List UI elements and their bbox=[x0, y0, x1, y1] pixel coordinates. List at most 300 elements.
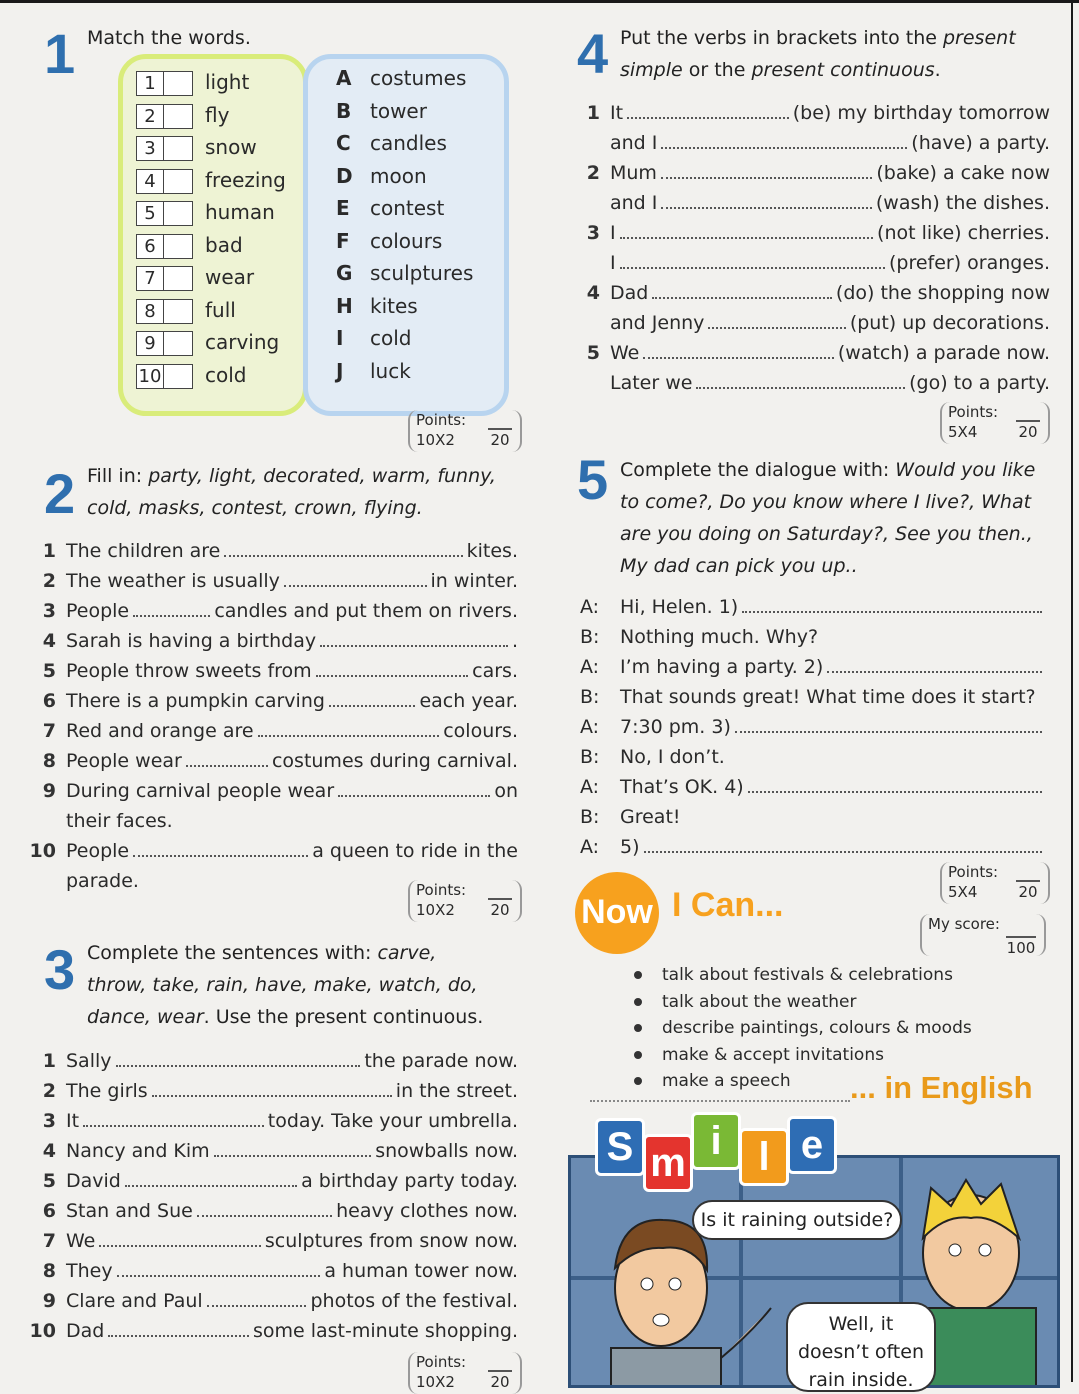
answer-blank bbox=[661, 163, 872, 179]
line-text-end: today. Take your umbrella. bbox=[267, 1110, 518, 1132]
dialogue-text: 5) bbox=[620, 836, 640, 858]
speaker: A: bbox=[580, 836, 600, 858]
match-number: 3 bbox=[136, 136, 164, 161]
exercise-line bbox=[26, 776, 518, 806]
line-text-start: We bbox=[66, 1230, 96, 1252]
line-number: 1 bbox=[586, 102, 600, 124]
line-text-end: photos of the festival. bbox=[310, 1290, 518, 1312]
line-text-start: Clare and Paul bbox=[66, 1290, 203, 1312]
match-word: bad bbox=[205, 232, 243, 257]
instr-words: throw, take, rain, have, make, watch, do, bbox=[87, 974, 478, 996]
points-calc: 10X2 bbox=[416, 901, 455, 919]
exercise-line bbox=[570, 158, 1050, 188]
line-text-start: It bbox=[610, 102, 624, 124]
answer-blank bbox=[620, 223, 873, 239]
exercise-2-instructions bbox=[87, 460, 527, 524]
answer-box bbox=[164, 136, 193, 161]
answer-blank bbox=[708, 313, 845, 329]
line-text-start: People wear bbox=[66, 750, 182, 772]
ex2-points bbox=[408, 880, 522, 922]
dialogue-line bbox=[580, 622, 1046, 652]
line-text-start: The girls bbox=[66, 1080, 148, 1102]
exercise-line bbox=[26, 1316, 518, 1346]
dialogue-text: That sounds great! What time does it start? bbox=[620, 686, 1036, 708]
speaker: B: bbox=[580, 746, 600, 768]
match-word: cold bbox=[205, 362, 247, 387]
exercise-line bbox=[570, 248, 1050, 278]
line-text-start: During carnival people wear bbox=[66, 780, 335, 802]
match-letter: E bbox=[336, 196, 350, 220]
ex1-points bbox=[408, 410, 522, 452]
exercise-line bbox=[570, 308, 1050, 338]
match-number: 6 bbox=[136, 234, 164, 259]
line-text-start: People bbox=[66, 840, 130, 862]
match-number: 2 bbox=[136, 104, 164, 129]
line-text-start: There is a pumpkin carving bbox=[66, 690, 325, 712]
exercise-line bbox=[26, 566, 518, 596]
exercise-line bbox=[26, 1076, 518, 1106]
match-word: freezing bbox=[205, 167, 286, 192]
answer-blank bbox=[696, 373, 905, 389]
smile-letter: l bbox=[739, 1128, 789, 1186]
line-text-end: sculptures from snow now. bbox=[264, 1230, 518, 1252]
points-total: 20 bbox=[1016, 880, 1040, 902]
line-text-end: a queen to ride in the bbox=[312, 840, 518, 862]
match-letter: G bbox=[336, 261, 353, 285]
match-left-item bbox=[136, 294, 286, 327]
points-label: Points: bbox=[948, 863, 999, 881]
smile-letter: S bbox=[595, 1118, 645, 1176]
line-text-start: The children are bbox=[66, 540, 221, 562]
i-can-text: make a speech bbox=[662, 1071, 791, 1091]
line-number: 3 bbox=[586, 222, 600, 244]
exercise-line bbox=[26, 1046, 518, 1076]
instr-words: cold, masks, contest, crown, flying. bbox=[87, 497, 423, 519]
answer-blank bbox=[661, 133, 907, 149]
points-total: 20 bbox=[488, 1370, 512, 1392]
exercise-line bbox=[570, 338, 1050, 368]
exercise-3-instructions bbox=[87, 937, 527, 1033]
match-letter: J bbox=[336, 358, 344, 383]
smile-logo bbox=[595, 1112, 925, 1192]
line-number: 7 bbox=[42, 720, 56, 742]
exercise-3-lines bbox=[26, 1046, 518, 1346]
line-text-start: We bbox=[610, 342, 640, 364]
match-number: 1 bbox=[136, 71, 164, 96]
answer-box bbox=[164, 299, 193, 324]
instr-text: Complete the dialogue with: bbox=[620, 459, 896, 481]
dialogue-text: That’s OK. 4) bbox=[620, 776, 744, 798]
line-text-end: heavy clothes now. bbox=[336, 1200, 518, 1222]
points-label: Points: bbox=[416, 411, 467, 429]
line-text-start: parade. bbox=[66, 870, 139, 892]
in-english: ... in English bbox=[850, 1070, 1033, 1105]
line-number: 10 bbox=[29, 1320, 56, 1342]
answer-blank bbox=[620, 253, 885, 269]
answer-blank bbox=[742, 597, 1042, 613]
match-number: 10 bbox=[136, 364, 164, 389]
speaker: A: bbox=[580, 656, 600, 678]
speaker: B: bbox=[580, 686, 600, 708]
right-border bbox=[1071, 0, 1073, 1382]
match-right-item bbox=[336, 257, 473, 290]
dialogue-text: I’m having a party. 2) bbox=[620, 656, 824, 678]
dialogue-line bbox=[580, 802, 1046, 832]
i-can-title: I Can... bbox=[672, 886, 784, 924]
match-number: 5 bbox=[136, 201, 164, 226]
line-text-end: in the street. bbox=[395, 1080, 518, 1102]
points-label: Points: bbox=[948, 403, 999, 421]
match-right-item bbox=[336, 192, 473, 225]
my-score bbox=[920, 914, 1046, 956]
answer-blank bbox=[186, 751, 268, 767]
match-right-item bbox=[336, 355, 473, 388]
dialogue-line bbox=[580, 742, 1046, 772]
match-left-item bbox=[136, 131, 286, 164]
answer-blank bbox=[133, 601, 210, 617]
line-text-start: The weather is usually bbox=[66, 570, 280, 592]
bubble-line: Well, it bbox=[828, 1313, 894, 1335]
points-total: 20 bbox=[488, 428, 512, 450]
match-word: wear bbox=[205, 265, 255, 289]
match-left-item bbox=[136, 326, 286, 359]
instr-words: present bbox=[943, 27, 1016, 49]
match-word: moon bbox=[370, 163, 427, 188]
instr-text: or the bbox=[682, 59, 752, 81]
line-number: 9 bbox=[42, 780, 56, 802]
match-word: contest bbox=[370, 196, 445, 220]
match-letter: D bbox=[336, 163, 353, 188]
line-number: 7 bbox=[42, 1230, 56, 1252]
line-text-end: candles and put them on rivers. bbox=[214, 600, 518, 622]
instr-text: . Use the present continuous. bbox=[203, 1006, 484, 1028]
match-letter: A bbox=[336, 66, 352, 90]
answer-blank bbox=[214, 1141, 372, 1157]
answer-blank bbox=[284, 571, 427, 587]
match-left-list bbox=[136, 66, 286, 391]
bullet-icon bbox=[634, 1024, 642, 1032]
line-number: 5 bbox=[586, 342, 600, 364]
answer-blank bbox=[644, 837, 1042, 853]
i-can-text: talk about festivals & celebrations bbox=[662, 965, 953, 985]
answer-box bbox=[164, 201, 193, 226]
points-total: 20 bbox=[1016, 420, 1040, 442]
smile-letter: i bbox=[691, 1112, 741, 1170]
line-number: 3 bbox=[42, 1110, 56, 1132]
line-number: 9 bbox=[42, 1290, 56, 1312]
match-letter: I bbox=[336, 326, 344, 350]
line-text-start: Stan and Sue bbox=[66, 1200, 193, 1222]
points-label: Points: bbox=[416, 881, 467, 899]
speaker: B: bbox=[580, 806, 600, 828]
line-number: 4 bbox=[42, 1140, 56, 1162]
answer-blank bbox=[827, 657, 1042, 673]
match-letter: C bbox=[336, 131, 351, 155]
ex3-points bbox=[408, 1352, 522, 1394]
exercise-5-number: 5 bbox=[577, 448, 609, 511]
exercise-4-number: 4 bbox=[577, 22, 609, 85]
speaker: A: bbox=[580, 716, 600, 738]
instr-words: party, light, decorated, warm, funny, bbox=[148, 465, 496, 487]
line-text-end: in winter. bbox=[430, 570, 518, 592]
line-text-end: snowballs now. bbox=[375, 1140, 518, 1162]
instr-words: present continuous bbox=[751, 59, 935, 81]
i-can-text: describe paintings, colours & moods bbox=[662, 1018, 972, 1038]
instr-words: Would you like bbox=[895, 459, 1036, 481]
exercise-line bbox=[26, 1286, 518, 1316]
score-label: My score: bbox=[928, 915, 1000, 933]
dialogue-text: Great! bbox=[620, 806, 681, 828]
line-text-start: Mum bbox=[610, 162, 657, 184]
line-text-end: the parade now. bbox=[364, 1050, 518, 1072]
points-calc: 5X4 bbox=[948, 423, 978, 441]
answer-blank bbox=[152, 1081, 392, 1097]
line-text-end: (not like) cherries. bbox=[877, 222, 1050, 244]
bullet-icon bbox=[634, 1051, 642, 1059]
exercise-4-lines bbox=[570, 98, 1050, 398]
answer-blank bbox=[735, 717, 1042, 733]
match-word: cold bbox=[370, 326, 412, 350]
speaker: A: bbox=[580, 776, 600, 798]
match-right-item bbox=[336, 322, 473, 355]
line-text-start: and I bbox=[610, 132, 658, 154]
bubble-line: doesn’t often bbox=[797, 1341, 924, 1363]
dialogue-text: Hi, Helen. 1) bbox=[620, 596, 739, 618]
line-text-start: Nancy and Kim bbox=[66, 1140, 210, 1162]
line-text-start: I bbox=[610, 252, 616, 274]
match-word: candles bbox=[370, 131, 447, 155]
match-word: kites bbox=[370, 293, 418, 318]
exercise-line bbox=[26, 1136, 518, 1166]
points-total: 20 bbox=[488, 898, 512, 920]
line-number: 4 bbox=[42, 630, 56, 652]
instr-words: to come?, Do you know where I live?, What bbox=[620, 491, 1032, 513]
line-text-start: Sally bbox=[66, 1050, 112, 1072]
ex5-points bbox=[940, 862, 1050, 904]
line-text-start: Dad bbox=[66, 1320, 105, 1342]
line-text-start: their faces. bbox=[66, 810, 173, 832]
match-word: fly bbox=[205, 102, 230, 127]
speaker: B: bbox=[580, 626, 600, 648]
line-text-end: costumes during carnival. bbox=[271, 750, 518, 772]
exercise-line bbox=[570, 188, 1050, 218]
match-word: luck bbox=[370, 358, 411, 383]
bullet-icon bbox=[634, 1077, 642, 1085]
i-can-text: talk about the weather bbox=[662, 991, 857, 1012]
exercise-line bbox=[26, 1166, 518, 1196]
exercise-line bbox=[26, 1196, 518, 1226]
exercise-1-number: 1 bbox=[44, 22, 76, 85]
line-text-end: (be) my birthday tomorrow bbox=[792, 102, 1050, 124]
line-text-start: Dad bbox=[610, 282, 649, 304]
exercise-line bbox=[26, 1256, 518, 1286]
i-can-text: make & accept invitations bbox=[662, 1044, 884, 1065]
exercise-3-number: 3 bbox=[44, 938, 76, 1001]
answer-blank bbox=[320, 631, 508, 647]
exercise-line bbox=[26, 836, 518, 866]
exercise-line bbox=[26, 626, 518, 656]
line-number: 5 bbox=[42, 660, 56, 682]
match-left-item bbox=[136, 261, 286, 294]
exercise-line bbox=[570, 278, 1050, 308]
exercise-2-number: 2 bbox=[44, 462, 76, 525]
answer-blank bbox=[652, 283, 832, 299]
exercise-line bbox=[26, 716, 518, 746]
answer-blank bbox=[338, 781, 490, 797]
line-number: 1 bbox=[42, 1050, 56, 1072]
match-number: 8 bbox=[136, 299, 164, 324]
answer-box bbox=[164, 104, 193, 129]
now-badge: Now bbox=[575, 872, 659, 954]
speech-bubble-answer bbox=[786, 1302, 936, 1392]
match-number: 4 bbox=[136, 169, 164, 194]
exercise-line bbox=[26, 656, 518, 686]
exercise-line bbox=[570, 128, 1050, 158]
match-left-item bbox=[136, 196, 286, 229]
i-can-item bbox=[634, 1042, 972, 1069]
exercise-line bbox=[570, 368, 1050, 398]
answer-blank bbox=[207, 1291, 307, 1307]
line-text-end: cars. bbox=[472, 660, 518, 682]
line-number: 5 bbox=[42, 1170, 56, 1192]
line-text-start: People throw sweets from bbox=[66, 660, 312, 682]
line-text-start: Later we bbox=[610, 372, 693, 394]
match-left-item bbox=[136, 164, 286, 197]
match-word: tower bbox=[370, 98, 427, 123]
line-text-end: (do) the shopping now bbox=[835, 282, 1050, 304]
line-text-start: It bbox=[66, 1110, 80, 1132]
answer-blank bbox=[748, 777, 1042, 793]
answer-blank bbox=[643, 343, 834, 359]
answer-blank bbox=[116, 1051, 361, 1067]
dialogue-text: Nothing much. Why? bbox=[620, 626, 819, 648]
match-word: human bbox=[205, 200, 275, 224]
instr-text: Put the verbs in brackets into the bbox=[620, 27, 943, 49]
match-letter: B bbox=[336, 98, 352, 123]
points-calc: 10X2 bbox=[416, 431, 455, 449]
exercise-line bbox=[26, 536, 518, 566]
score-total: 100 bbox=[1006, 936, 1036, 958]
match-right-item bbox=[336, 62, 473, 95]
match-right-item bbox=[336, 95, 473, 128]
answer-box bbox=[164, 234, 193, 259]
answer-blank bbox=[661, 193, 871, 209]
answer-blank bbox=[83, 1111, 264, 1127]
instr-words: My dad can pick you up.. bbox=[620, 555, 858, 577]
line-text-end: (watch) a parade now. bbox=[837, 342, 1050, 364]
match-word: full bbox=[205, 297, 236, 322]
points-label: Points: bbox=[416, 1353, 467, 1371]
line-text-start: and I bbox=[610, 192, 658, 214]
in-english-rule bbox=[590, 1100, 850, 1102]
line-text-start: Red and orange are bbox=[66, 720, 254, 742]
line-number: 4 bbox=[586, 282, 600, 304]
instr-words: are you doing on Saturday?, See you then., bbox=[620, 523, 1033, 545]
line-number: 1 bbox=[42, 540, 56, 562]
i-can-item bbox=[634, 1015, 972, 1042]
exercise-4-instructions bbox=[620, 22, 1060, 86]
match-right-item bbox=[336, 160, 473, 193]
answer-box bbox=[164, 364, 193, 389]
answer-blank bbox=[329, 691, 416, 707]
exercise-line bbox=[26, 806, 518, 836]
ex4-points bbox=[940, 402, 1050, 444]
bubble-line: rain inside. bbox=[808, 1369, 914, 1391]
answer-box bbox=[164, 71, 193, 96]
line-text-end: (wash) the dishes. bbox=[875, 192, 1050, 214]
answer-box bbox=[164, 169, 193, 194]
match-word: sculptures bbox=[370, 261, 474, 285]
exercise-line bbox=[26, 596, 518, 626]
match-right-item bbox=[336, 290, 473, 323]
dialogue-line bbox=[580, 772, 1046, 802]
exercise-1-title: Match the words. bbox=[87, 27, 251, 49]
dialogue-line bbox=[580, 592, 1046, 622]
line-text-end: each year. bbox=[419, 690, 518, 712]
answer-blank bbox=[133, 841, 308, 857]
exercise-5-dialogue bbox=[580, 592, 1046, 862]
answer-blank bbox=[99, 1231, 260, 1247]
exercise-line bbox=[26, 746, 518, 776]
answer-blank bbox=[316, 661, 468, 677]
match-right-item bbox=[336, 127, 473, 160]
smile-letter: m bbox=[643, 1134, 693, 1192]
dialogue-line bbox=[580, 712, 1046, 742]
line-text-start: Sarah is having a birthday bbox=[66, 630, 317, 652]
instr-text: Complete the sentences with: bbox=[87, 942, 378, 964]
line-text-start: David bbox=[66, 1170, 121, 1192]
line-number: 2 bbox=[42, 570, 56, 592]
speech-bubble-question: Is it raining outside? bbox=[692, 1200, 902, 1240]
exercise-2-lines bbox=[26, 536, 518, 896]
match-left-item bbox=[136, 66, 286, 99]
match-letter: F bbox=[336, 228, 350, 253]
exercise-line bbox=[570, 218, 1050, 248]
answer-blank bbox=[117, 1261, 321, 1277]
line-text-end: kites. bbox=[466, 540, 518, 562]
exercise-line bbox=[26, 686, 518, 716]
answer-blank bbox=[125, 1171, 297, 1187]
match-left-item bbox=[136, 99, 286, 132]
match-number: 7 bbox=[136, 266, 164, 291]
match-word: light bbox=[205, 70, 250, 94]
match-right-list bbox=[336, 62, 473, 387]
line-number: 2 bbox=[42, 1080, 56, 1102]
answer-blank bbox=[258, 721, 440, 737]
instr-text: Fill in: bbox=[87, 465, 149, 487]
answer-blank bbox=[627, 103, 789, 119]
line-text-end: (have) a party. bbox=[911, 132, 1050, 154]
answer-blank bbox=[224, 541, 462, 557]
line-text-end: (prefer) oranges. bbox=[888, 252, 1050, 274]
match-number: 9 bbox=[136, 331, 164, 356]
dialogue-text: No, I don’t. bbox=[620, 746, 725, 768]
line-text-start: They bbox=[66, 1260, 113, 1282]
dialogue-text: 7:30 pm. 3) bbox=[620, 716, 731, 738]
match-right-item bbox=[336, 225, 473, 258]
dialogue-line bbox=[580, 682, 1046, 712]
smile-letter: e bbox=[787, 1116, 837, 1174]
line-text-end: a birthday party today. bbox=[301, 1170, 518, 1192]
line-number: 6 bbox=[42, 690, 56, 712]
line-text-start: I bbox=[610, 222, 616, 244]
speaker: A: bbox=[580, 596, 600, 618]
line-text-end: a human tower now. bbox=[324, 1260, 518, 1282]
match-left-item bbox=[136, 359, 286, 392]
line-number: 8 bbox=[42, 1260, 56, 1282]
exercise-line bbox=[570, 98, 1050, 128]
points-calc: 10X2 bbox=[416, 1373, 455, 1391]
